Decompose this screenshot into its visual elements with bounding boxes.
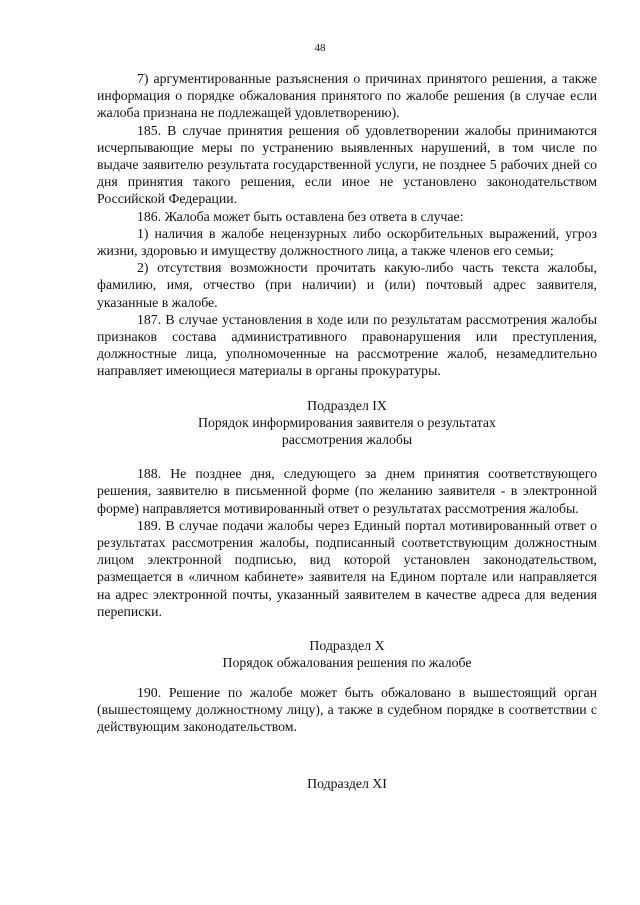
subsection-9-title: Подраздел IX bbox=[307, 397, 387, 413]
paragraph-189: 189. В случае подачи жалобы через Единый портал мотивированный ответ о результатах рассмотрения жалобы, подписанный соответствующим должностным лицом электронной подписью, вид которой установлен законодательством, размещается в «личном кабинете» заявителя на Едином портале или направляется на адрес электронной почты, указанный заявителем в качестве адреса для ведения переписки. bbox=[97, 517, 597, 619]
paragraph-185: 185. В случае принятия решения об удовлетворении жалобы принимаются исчерпывающие меры по устранению выявленных нарушений, в том числе по выдаче заявителю результата государственной услуги, не позднее 5 рабочих дней со дня принятия такого решения, если иное не установлено законодательством Российской Федерации. bbox=[97, 122, 597, 207]
paragraph-186-2: 2) отсутствия возможности прочитать какую-либо часть текста жалобы, фамилию, имя, отчество (при наличии) и (или) почтовый адрес заявителя, указанные в жалобе. bbox=[97, 260, 597, 310]
paragraph-187: 187. В случае установления в ходе или по результатам рассмотрения жалобы признаков состава административного правонарушения или преступления, должностные лица, уполномоченные на рассмотрение жалоб, незамедлительно направляет имеющиеся материалы в органы прокуратуры. bbox=[97, 311, 597, 379]
paragraph-186-1: 1) наличия в жалобе нецензурных либо оскорбительных выражений, угроз жизни, здоровью и имуществу должностного лица, а также членов его семьи; bbox=[97, 225, 597, 259]
paragraph-186: 186. Жалоба может быть оставлена без ответа в случае: bbox=[137, 208, 464, 224]
subsection-9-heading-line-1: Порядок информирования заявителя о результатах bbox=[198, 414, 496, 430]
paragraph-188: 188. Не позднее дня, следующего за днем принятия соответствующего решения, заявителю в письменной форме (по желанию заявителя - в электронной форме) направляется мотивированный ответ о результатах рассмотрения жалобы. bbox=[97, 466, 597, 516]
subsection-9-heading-line-2: рассмотрения жалобы bbox=[281, 432, 413, 448]
paragraph-190: 190. Решение по жалобе может быть обжаловано в вышестоящий орган (вышестоящему должностному лицу), а также в судебном порядке в соответствии с действующим законодательством. bbox=[97, 684, 597, 734]
subsection-10-title: Подраздел X bbox=[309, 638, 385, 654]
subsection-11-title: Подраздел XI bbox=[307, 776, 387, 792]
document-body bbox=[97, 70, 597, 792]
paragraph-7: 7) аргументированные разъяснения о причинах принятого решения, а также информация о порядке обжалования принятого по жалобе решения (в случае если жалоба признана не подлежащей удовлетворению). bbox=[97, 71, 597, 121]
page-number: 48 bbox=[314, 42, 326, 54]
subsection-10-heading: Порядок обжалования решения по жалобе bbox=[222, 655, 472, 671]
